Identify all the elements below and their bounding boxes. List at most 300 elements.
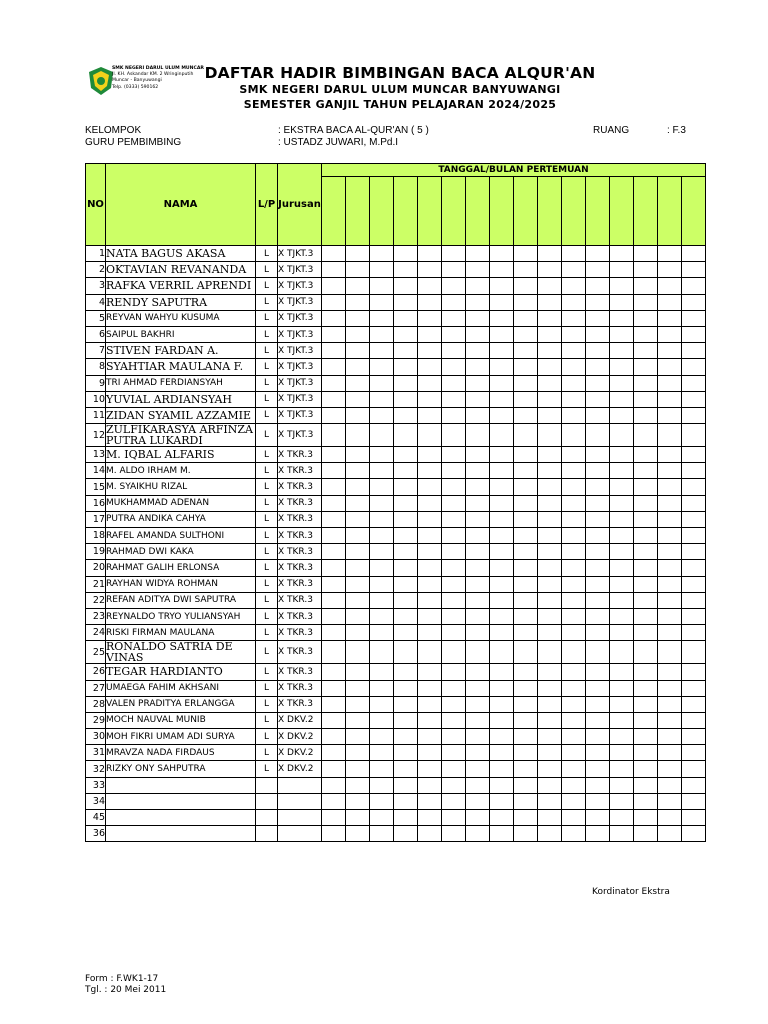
attendance-cell[interactable] [682, 391, 706, 407]
attendance-cell[interactable] [466, 576, 490, 592]
attendance-cell[interactable] [490, 375, 514, 391]
attendance-cell[interactable] [586, 641, 610, 664]
attendance-cell[interactable] [394, 576, 418, 592]
attendance-cell[interactable] [418, 326, 442, 342]
attendance-cell[interactable] [634, 560, 658, 576]
attendance-cell[interactable] [322, 592, 346, 608]
attendance-cell[interactable] [682, 641, 706, 664]
attendance-cell[interactable] [658, 592, 682, 608]
attendance-cell[interactable] [466, 495, 490, 511]
attendance-cell[interactable] [322, 424, 346, 447]
attendance-cell[interactable] [514, 391, 538, 407]
attendance-cell[interactable] [490, 463, 514, 479]
attendance-cell[interactable] [490, 592, 514, 608]
attendance-cell[interactable] [514, 761, 538, 777]
attendance-cell[interactable] [562, 608, 586, 624]
attendance-cell[interactable] [538, 712, 562, 728]
attendance-cell[interactable] [490, 391, 514, 407]
attendance-cell[interactable] [538, 777, 562, 793]
attendance-cell[interactable] [658, 544, 682, 560]
attendance-cell[interactable] [610, 608, 634, 624]
attendance-cell[interactable] [442, 391, 466, 407]
attendance-cell[interactable] [610, 511, 634, 527]
attendance-cell[interactable] [562, 810, 586, 826]
attendance-cell[interactable] [418, 608, 442, 624]
attendance-cell[interactable] [322, 641, 346, 664]
attendance-cell[interactable] [586, 528, 610, 544]
attendance-cell[interactable] [346, 544, 370, 560]
attendance-cell[interactable] [658, 712, 682, 728]
attendance-cell[interactable] [322, 608, 346, 624]
attendance-cell[interactable] [682, 793, 706, 809]
attendance-cell[interactable] [490, 528, 514, 544]
attendance-cell[interactable] [538, 544, 562, 560]
attendance-cell[interactable] [490, 560, 514, 576]
attendance-cell[interactable] [538, 326, 562, 342]
attendance-cell[interactable] [370, 359, 394, 375]
attendance-cell[interactable] [394, 560, 418, 576]
attendance-cell[interactable] [658, 375, 682, 391]
attendance-cell[interactable] [514, 511, 538, 527]
attendance-cell[interactable] [442, 424, 466, 447]
attendance-cell[interactable] [538, 576, 562, 592]
attendance-cell[interactable] [394, 528, 418, 544]
attendance-cell[interactable] [514, 696, 538, 712]
attendance-cell[interactable] [586, 777, 610, 793]
attendance-cell[interactable] [658, 608, 682, 624]
attendance-cell[interactable] [322, 826, 346, 842]
attendance-cell[interactable] [610, 696, 634, 712]
attendance-cell[interactable] [610, 407, 634, 423]
attendance-cell[interactable] [514, 608, 538, 624]
attendance-cell[interactable] [370, 294, 394, 310]
attendance-cell[interactable] [658, 447, 682, 463]
attendance-cell[interactable] [538, 680, 562, 696]
attendance-cell[interactable] [610, 793, 634, 809]
attendance-cell[interactable] [586, 310, 610, 326]
attendance-cell[interactable] [538, 729, 562, 745]
attendance-cell[interactable] [610, 447, 634, 463]
attendance-cell[interactable] [466, 712, 490, 728]
attendance-cell[interactable] [394, 729, 418, 745]
attendance-cell[interactable] [682, 712, 706, 728]
attendance-cell[interactable] [490, 278, 514, 294]
attendance-cell[interactable] [442, 375, 466, 391]
attendance-cell[interactable] [658, 463, 682, 479]
attendance-cell[interactable] [322, 680, 346, 696]
attendance-cell[interactable] [490, 664, 514, 680]
attendance-cell[interactable] [562, 391, 586, 407]
attendance-cell[interactable] [346, 447, 370, 463]
attendance-cell[interactable] [514, 528, 538, 544]
attendance-cell[interactable] [586, 664, 610, 680]
attendance-cell[interactable] [322, 664, 346, 680]
attendance-cell[interactable] [634, 463, 658, 479]
attendance-cell[interactable] [442, 625, 466, 641]
attendance-cell[interactable] [490, 294, 514, 310]
attendance-cell[interactable] [418, 278, 442, 294]
attendance-cell[interactable] [346, 680, 370, 696]
attendance-cell[interactable] [346, 641, 370, 664]
attendance-cell[interactable] [322, 544, 346, 560]
attendance-cell[interactable] [658, 495, 682, 511]
attendance-cell[interactable] [658, 246, 682, 262]
attendance-cell[interactable] [658, 560, 682, 576]
attendance-cell[interactable] [466, 359, 490, 375]
attendance-cell[interactable] [634, 664, 658, 680]
attendance-cell[interactable] [394, 310, 418, 326]
attendance-cell[interactable] [634, 326, 658, 342]
attendance-cell[interactable] [562, 592, 586, 608]
attendance-cell[interactable] [490, 310, 514, 326]
attendance-cell[interactable] [346, 826, 370, 842]
attendance-cell[interactable] [322, 447, 346, 463]
attendance-cell[interactable] [562, 696, 586, 712]
attendance-cell[interactable] [538, 664, 562, 680]
attendance-cell[interactable] [658, 761, 682, 777]
attendance-cell[interactable] [394, 664, 418, 680]
attendance-cell[interactable] [562, 246, 586, 262]
attendance-cell[interactable] [442, 479, 466, 495]
attendance-cell[interactable] [634, 608, 658, 624]
attendance-cell[interactable] [610, 528, 634, 544]
attendance-cell[interactable] [418, 680, 442, 696]
attendance-cell[interactable] [538, 592, 562, 608]
attendance-cell[interactable] [442, 592, 466, 608]
attendance-cell[interactable] [346, 294, 370, 310]
attendance-cell[interactable] [538, 560, 562, 576]
attendance-cell[interactable] [562, 528, 586, 544]
attendance-cell[interactable] [370, 729, 394, 745]
attendance-cell[interactable] [394, 495, 418, 511]
attendance-cell[interactable] [346, 310, 370, 326]
attendance-cell[interactable] [346, 463, 370, 479]
attendance-cell[interactable] [538, 696, 562, 712]
attendance-cell[interactable] [682, 495, 706, 511]
attendance-cell[interactable] [442, 246, 466, 262]
attendance-cell[interactable] [442, 343, 466, 359]
attendance-cell[interactable] [346, 246, 370, 262]
attendance-cell[interactable] [346, 407, 370, 423]
attendance-cell[interactable] [610, 592, 634, 608]
attendance-cell[interactable] [634, 745, 658, 761]
attendance-cell[interactable] [562, 641, 586, 664]
attendance-cell[interactable] [538, 641, 562, 664]
attendance-cell[interactable] [538, 479, 562, 495]
attendance-cell[interactable] [466, 608, 490, 624]
attendance-cell[interactable] [634, 793, 658, 809]
attendance-cell[interactable] [466, 343, 490, 359]
attendance-cell[interactable] [418, 310, 442, 326]
attendance-cell[interactable] [586, 625, 610, 641]
attendance-cell[interactable] [418, 447, 442, 463]
attendance-cell[interactable] [490, 343, 514, 359]
attendance-cell[interactable] [586, 576, 610, 592]
attendance-cell[interactable] [658, 359, 682, 375]
attendance-cell[interactable] [610, 262, 634, 278]
attendance-cell[interactable] [610, 576, 634, 592]
attendance-cell[interactable] [538, 310, 562, 326]
attendance-cell[interactable] [466, 278, 490, 294]
attendance-cell[interactable] [562, 407, 586, 423]
attendance-cell[interactable] [682, 294, 706, 310]
attendance-cell[interactable] [322, 511, 346, 527]
attendance-cell[interactable] [682, 326, 706, 342]
attendance-cell[interactable] [322, 712, 346, 728]
attendance-cell[interactable] [370, 777, 394, 793]
attendance-cell[interactable] [466, 479, 490, 495]
attendance-cell[interactable] [538, 745, 562, 761]
attendance-cell[interactable] [442, 680, 466, 696]
attendance-cell[interactable] [658, 625, 682, 641]
attendance-cell[interactable] [610, 278, 634, 294]
attendance-cell[interactable] [322, 576, 346, 592]
attendance-cell[interactable] [346, 592, 370, 608]
attendance-cell[interactable] [322, 407, 346, 423]
attendance-cell[interactable] [514, 592, 538, 608]
attendance-cell[interactable] [418, 576, 442, 592]
attendance-cell[interactable] [466, 262, 490, 278]
attendance-cell[interactable] [442, 745, 466, 761]
attendance-cell[interactable] [610, 391, 634, 407]
attendance-cell[interactable] [658, 343, 682, 359]
attendance-cell[interactable] [466, 424, 490, 447]
attendance-cell[interactable] [370, 528, 394, 544]
attendance-cell[interactable] [490, 777, 514, 793]
attendance-cell[interactable] [610, 641, 634, 664]
attendance-cell[interactable] [370, 810, 394, 826]
attendance-cell[interactable] [370, 680, 394, 696]
attendance-cell[interactable] [586, 544, 610, 560]
attendance-cell[interactable] [418, 793, 442, 809]
attendance-cell[interactable] [370, 712, 394, 728]
attendance-cell[interactable] [394, 359, 418, 375]
attendance-cell[interactable] [586, 761, 610, 777]
attendance-cell[interactable] [442, 544, 466, 560]
attendance-cell[interactable] [418, 761, 442, 777]
attendance-cell[interactable] [346, 712, 370, 728]
attendance-cell[interactable] [538, 246, 562, 262]
attendance-cell[interactable] [682, 246, 706, 262]
attendance-cell[interactable] [394, 696, 418, 712]
attendance-cell[interactable] [610, 745, 634, 761]
attendance-cell[interactable] [466, 592, 490, 608]
attendance-cell[interactable] [538, 359, 562, 375]
attendance-cell[interactable] [370, 278, 394, 294]
attendance-cell[interactable] [514, 576, 538, 592]
attendance-cell[interactable] [370, 246, 394, 262]
attendance-cell[interactable] [610, 712, 634, 728]
attendance-cell[interactable] [322, 745, 346, 761]
attendance-cell[interactable] [586, 729, 610, 745]
attendance-cell[interactable] [586, 826, 610, 842]
attendance-cell[interactable] [586, 560, 610, 576]
attendance-cell[interactable] [394, 278, 418, 294]
attendance-cell[interactable] [634, 511, 658, 527]
attendance-cell[interactable] [346, 777, 370, 793]
attendance-cell[interactable] [394, 777, 418, 793]
attendance-cell[interactable] [370, 544, 394, 560]
attendance-cell[interactable] [370, 641, 394, 664]
attendance-cell[interactable] [538, 278, 562, 294]
attendance-cell[interactable] [466, 310, 490, 326]
attendance-cell[interactable] [658, 729, 682, 745]
attendance-cell[interactable] [370, 761, 394, 777]
attendance-cell[interactable] [610, 810, 634, 826]
attendance-cell[interactable] [346, 391, 370, 407]
attendance-cell[interactable] [634, 680, 658, 696]
attendance-cell[interactable] [442, 511, 466, 527]
attendance-cell[interactable] [322, 560, 346, 576]
attendance-cell[interactable] [538, 391, 562, 407]
attendance-cell[interactable] [586, 511, 610, 527]
attendance-cell[interactable] [370, 310, 394, 326]
attendance-cell[interactable] [634, 278, 658, 294]
attendance-cell[interactable] [394, 826, 418, 842]
attendance-cell[interactable] [394, 391, 418, 407]
attendance-cell[interactable] [418, 810, 442, 826]
attendance-cell[interactable] [658, 407, 682, 423]
attendance-cell[interactable] [490, 246, 514, 262]
attendance-cell[interactable] [634, 641, 658, 664]
attendance-cell[interactable] [370, 560, 394, 576]
attendance-cell[interactable] [490, 745, 514, 761]
attendance-cell[interactable] [466, 810, 490, 826]
attendance-cell[interactable] [514, 310, 538, 326]
attendance-cell[interactable] [370, 391, 394, 407]
attendance-cell[interactable] [682, 680, 706, 696]
attendance-cell[interactable] [658, 576, 682, 592]
attendance-cell[interactable] [610, 310, 634, 326]
attendance-cell[interactable] [466, 463, 490, 479]
attendance-cell[interactable] [466, 391, 490, 407]
attendance-cell[interactable] [562, 745, 586, 761]
attendance-cell[interactable] [466, 246, 490, 262]
attendance-cell[interactable] [562, 761, 586, 777]
attendance-cell[interactable] [442, 664, 466, 680]
attendance-cell[interactable] [418, 262, 442, 278]
attendance-cell[interactable] [634, 310, 658, 326]
attendance-cell[interactable] [466, 407, 490, 423]
attendance-cell[interactable] [586, 326, 610, 342]
attendance-cell[interactable] [442, 560, 466, 576]
attendance-cell[interactable] [442, 777, 466, 793]
attendance-cell[interactable] [418, 664, 442, 680]
attendance-cell[interactable] [634, 592, 658, 608]
attendance-cell[interactable] [658, 664, 682, 680]
attendance-cell[interactable] [322, 729, 346, 745]
attendance-cell[interactable] [682, 407, 706, 423]
attendance-cell[interactable] [394, 375, 418, 391]
attendance-cell[interactable] [490, 625, 514, 641]
attendance-cell[interactable] [586, 262, 610, 278]
attendance-cell[interactable] [394, 326, 418, 342]
attendance-cell[interactable] [322, 391, 346, 407]
attendance-cell[interactable] [442, 576, 466, 592]
attendance-cell[interactable] [610, 343, 634, 359]
attendance-cell[interactable] [658, 641, 682, 664]
attendance-cell[interactable] [466, 625, 490, 641]
attendance-cell[interactable] [562, 664, 586, 680]
attendance-cell[interactable] [418, 511, 442, 527]
attendance-cell[interactable] [562, 576, 586, 592]
attendance-cell[interactable] [490, 479, 514, 495]
attendance-cell[interactable] [490, 359, 514, 375]
attendance-cell[interactable] [466, 664, 490, 680]
attendance-cell[interactable] [322, 246, 346, 262]
attendance-cell[interactable] [562, 495, 586, 511]
attendance-cell[interactable] [586, 712, 610, 728]
attendance-cell[interactable] [586, 592, 610, 608]
attendance-cell[interactable] [346, 375, 370, 391]
attendance-cell[interactable] [586, 391, 610, 407]
attendance-cell[interactable] [610, 826, 634, 842]
attendance-cell[interactable] [394, 424, 418, 447]
attendance-cell[interactable] [322, 761, 346, 777]
attendance-cell[interactable] [394, 343, 418, 359]
attendance-cell[interactable] [418, 641, 442, 664]
attendance-cell[interactable] [610, 729, 634, 745]
attendance-cell[interactable] [346, 793, 370, 809]
attendance-cell[interactable] [442, 278, 466, 294]
attendance-cell[interactable] [466, 528, 490, 544]
attendance-cell[interactable] [466, 511, 490, 527]
attendance-cell[interactable] [514, 463, 538, 479]
attendance-cell[interactable] [514, 544, 538, 560]
attendance-cell[interactable] [682, 745, 706, 761]
attendance-cell[interactable] [442, 495, 466, 511]
attendance-cell[interactable] [682, 544, 706, 560]
attendance-cell[interactable] [418, 463, 442, 479]
attendance-cell[interactable] [394, 625, 418, 641]
attendance-cell[interactable] [346, 278, 370, 294]
attendance-cell[interactable] [418, 729, 442, 745]
attendance-cell[interactable] [466, 745, 490, 761]
attendance-cell[interactable] [418, 625, 442, 641]
attendance-cell[interactable] [658, 745, 682, 761]
attendance-cell[interactable] [610, 680, 634, 696]
attendance-cell[interactable] [682, 761, 706, 777]
attendance-cell[interactable] [586, 375, 610, 391]
attendance-cell[interactable] [634, 359, 658, 375]
attendance-cell[interactable] [322, 310, 346, 326]
attendance-cell[interactable] [682, 528, 706, 544]
attendance-cell[interactable] [466, 447, 490, 463]
attendance-cell[interactable] [418, 712, 442, 728]
attendance-cell[interactable] [634, 294, 658, 310]
attendance-cell[interactable] [634, 495, 658, 511]
attendance-cell[interactable] [418, 246, 442, 262]
attendance-cell[interactable] [442, 793, 466, 809]
attendance-cell[interactable] [418, 343, 442, 359]
attendance-cell[interactable] [418, 479, 442, 495]
attendance-cell[interactable] [346, 761, 370, 777]
attendance-cell[interactable] [562, 544, 586, 560]
attendance-cell[interactable] [490, 447, 514, 463]
attendance-cell[interactable] [634, 528, 658, 544]
attendance-cell[interactable] [466, 696, 490, 712]
attendance-cell[interactable] [538, 294, 562, 310]
attendance-cell[interactable] [658, 680, 682, 696]
attendance-cell[interactable] [634, 343, 658, 359]
attendance-cell[interactable] [634, 696, 658, 712]
attendance-cell[interactable] [562, 777, 586, 793]
attendance-cell[interactable] [634, 544, 658, 560]
attendance-cell[interactable] [658, 793, 682, 809]
attendance-cell[interactable] [514, 664, 538, 680]
attendance-cell[interactable] [634, 625, 658, 641]
attendance-cell[interactable] [538, 495, 562, 511]
